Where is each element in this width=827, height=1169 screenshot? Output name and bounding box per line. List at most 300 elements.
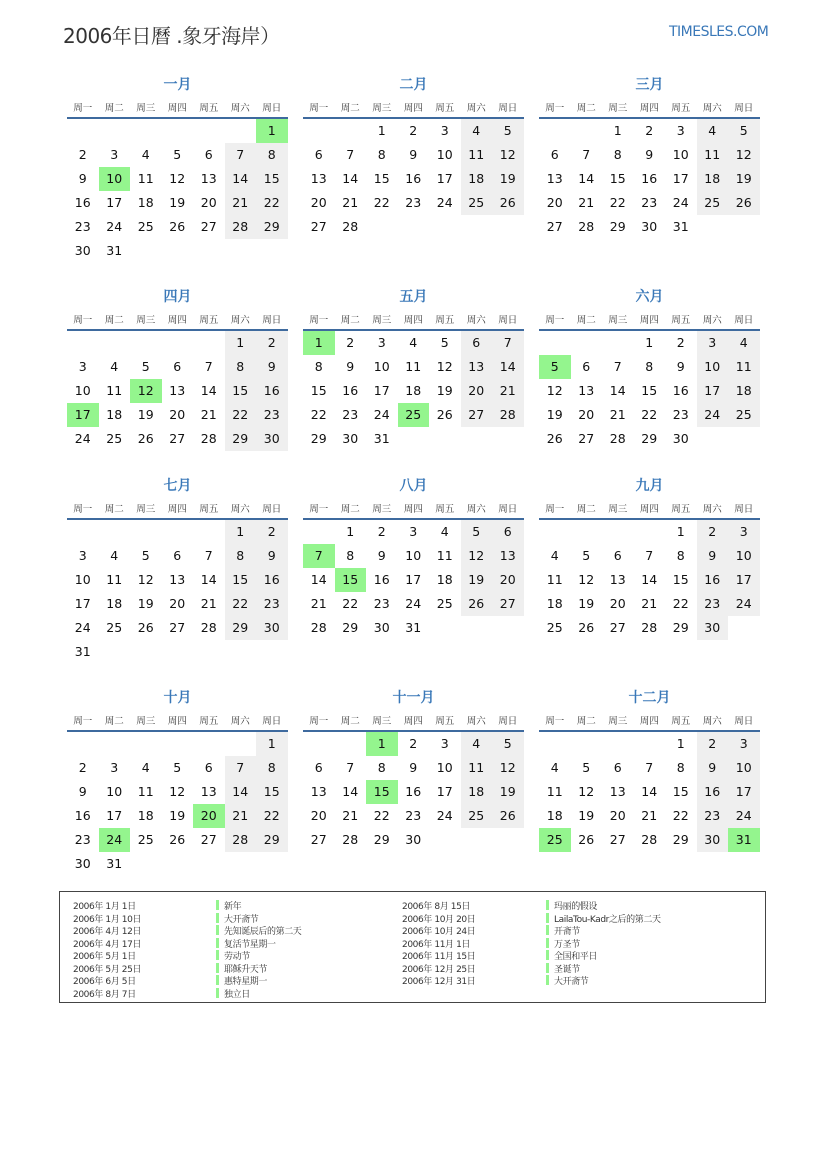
day-cell[interactable]: 19: [728, 167, 760, 191]
day-cell[interactable]: 2: [409, 736, 418, 751]
day-cell[interactable]: 9: [697, 544, 729, 568]
day-cell[interactable]: 20: [609, 808, 626, 823]
day-cell[interactable]: 23: [74, 832, 91, 847]
day-cell[interactable]: 22: [310, 407, 327, 422]
day-cell[interactable]: 18: [546, 596, 563, 611]
day-cell[interactable]: 6: [173, 548, 182, 563]
day-cell[interactable]: 2: [697, 732, 729, 756]
day-cell[interactable]: 28: [342, 219, 359, 234]
day-cell[interactable]: 7: [346, 760, 355, 775]
day-cell[interactable]: 20: [461, 379, 493, 403]
day-cell[interactable]: 31: [106, 856, 123, 871]
day-cell[interactable]: 1: [346, 524, 355, 539]
day-cell[interactable]: 8: [225, 544, 257, 568]
day-cell[interactable]: 26: [137, 620, 154, 635]
day-cell[interactable]: 2: [78, 760, 87, 775]
day-cell[interactable]: 18: [697, 167, 729, 191]
day-cell[interactable]: 9: [256, 544, 288, 568]
day-cell[interactable]: 7: [204, 548, 213, 563]
day-cell[interactable]: 24: [74, 431, 91, 446]
day-cell[interactable]: 7: [303, 544, 335, 568]
day-cell[interactable]: 31: [728, 828, 760, 852]
day-cell[interactable]: 25: [398, 403, 430, 427]
day-cell[interactable]: 13: [578, 383, 595, 398]
day-cell[interactable]: 15: [256, 167, 288, 191]
day-cell[interactable]: 20: [169, 407, 186, 422]
day-cell[interactable]: 30: [256, 427, 288, 451]
day-cell[interactable]: 22: [256, 191, 288, 215]
day-cell[interactable]: 8: [676, 760, 685, 775]
day-cell[interactable]: 26: [546, 431, 563, 446]
day-cell[interactable]: 3: [697, 331, 729, 355]
day-cell[interactable]: 11: [106, 383, 123, 398]
day-cell[interactable]: 1: [676, 524, 685, 539]
day-cell[interactable]: 22: [609, 195, 626, 210]
day-cell[interactable]: 30: [74, 243, 91, 258]
day-cell[interactable]: 17: [373, 383, 390, 398]
day-cell[interactable]: 23: [697, 592, 729, 616]
day-cell[interactable]: 9: [697, 756, 729, 780]
day-cell[interactable]: 21: [641, 808, 658, 823]
day-cell[interactable]: 3: [676, 123, 685, 138]
day-cell[interactable]: 15: [672, 572, 689, 587]
day-cell[interactable]: 5: [141, 548, 150, 563]
day-cell[interactable]: 29: [609, 219, 626, 234]
day-cell[interactable]: 1: [613, 123, 622, 138]
day-cell[interactable]: 4: [728, 331, 760, 355]
day-cell[interactable]: 7: [225, 143, 257, 167]
day-cell[interactable]: 9: [346, 359, 355, 374]
day-cell[interactable]: 23: [641, 195, 658, 210]
day-cell[interactable]: 13: [200, 784, 217, 799]
day-cell[interactable]: 24: [697, 403, 729, 427]
day-cell[interactable]: 30: [373, 620, 390, 635]
day-cell[interactable]: 20: [492, 568, 524, 592]
day-cell[interactable]: 11: [405, 359, 422, 374]
day-cell[interactable]: 23: [697, 804, 729, 828]
day-cell[interactable]: 21: [578, 195, 595, 210]
day-cell[interactable]: 26: [492, 191, 524, 215]
day-cell[interactable]: 25: [461, 191, 493, 215]
day-cell[interactable]: 11: [106, 572, 123, 587]
day-cell[interactable]: 12: [169, 784, 186, 799]
day-cell[interactable]: 7: [645, 548, 654, 563]
day-cell[interactable]: 26: [169, 219, 186, 234]
day-cell[interactable]: 11: [436, 548, 453, 563]
day-cell[interactable]: 4: [440, 524, 449, 539]
day-cell[interactable]: 4: [461, 732, 493, 756]
day-cell[interactable]: 9: [78, 784, 87, 799]
day-cell[interactable]: 5: [492, 119, 524, 143]
day-cell[interactable]: 30: [697, 828, 729, 852]
day-cell[interactable]: 28: [200, 620, 217, 635]
day-cell[interactable]: 17: [672, 171, 689, 186]
day-cell[interactable]: 16: [697, 780, 729, 804]
day-cell[interactable]: 21: [225, 804, 257, 828]
day-cell[interactable]: 6: [492, 520, 524, 544]
day-cell[interactable]: 15: [373, 171, 390, 186]
day-cell[interactable]: 8: [645, 359, 654, 374]
day-cell[interactable]: 2: [256, 520, 288, 544]
day-cell[interactable]: 6: [204, 760, 213, 775]
day-cell[interactable]: 24: [672, 195, 689, 210]
day-cell[interactable]: 24: [106, 219, 123, 234]
day-cell[interactable]: 9: [256, 355, 288, 379]
day-cell[interactable]: 10: [106, 784, 123, 799]
day-cell[interactable]: 24: [436, 808, 453, 823]
day-cell[interactable]: 20: [310, 808, 327, 823]
day-cell[interactable]: 11: [461, 143, 493, 167]
day-cell[interactable]: 27: [200, 219, 217, 234]
day-cell[interactable]: 19: [578, 808, 595, 823]
day-cell[interactable]: 15: [335, 568, 367, 592]
day-cell[interactable]: 27: [546, 219, 563, 234]
day-cell[interactable]: 8: [377, 760, 386, 775]
day-cell[interactable]: 8: [346, 548, 355, 563]
day-cell[interactable]: 27: [578, 431, 595, 446]
day-cell[interactable]: 23: [256, 592, 288, 616]
day-cell[interactable]: 3: [728, 732, 760, 756]
day-cell[interactable]: 10: [74, 383, 91, 398]
day-cell[interactable]: 28: [200, 431, 217, 446]
day-cell[interactable]: 11: [546, 784, 563, 799]
day-cell[interactable]: 27: [310, 219, 327, 234]
day-cell[interactable]: 6: [461, 331, 493, 355]
day-cell[interactable]: 20: [546, 195, 563, 210]
day-cell[interactable]: 13: [169, 383, 186, 398]
day-cell[interactable]: 22: [641, 407, 658, 422]
day-cell[interactable]: 2: [377, 524, 386, 539]
day-cell[interactable]: 19: [461, 568, 493, 592]
day-cell[interactable]: 13: [609, 572, 626, 587]
day-cell[interactable]: 13: [492, 544, 524, 568]
day-cell[interactable]: 16: [405, 784, 422, 799]
day-cell[interactable]: 24: [728, 804, 760, 828]
day-cell[interactable]: 18: [728, 379, 760, 403]
day-cell[interactable]: 7: [582, 147, 591, 162]
day-cell[interactable]: 28: [578, 219, 595, 234]
day-cell[interactable]: 10: [697, 355, 729, 379]
day-cell[interactable]: 29: [256, 215, 288, 239]
day-cell[interactable]: 16: [342, 383, 359, 398]
day-cell[interactable]: 6: [613, 548, 622, 563]
day-cell[interactable]: 15: [366, 780, 398, 804]
day-cell[interactable]: 13: [200, 171, 217, 186]
day-cell[interactable]: 14: [225, 167, 257, 191]
day-cell[interactable]: 12: [130, 379, 162, 403]
day-cell[interactable]: 23: [373, 596, 390, 611]
day-cell[interactable]: 10: [405, 548, 422, 563]
day-cell[interactable]: 16: [697, 568, 729, 592]
day-cell[interactable]: 13: [546, 171, 563, 186]
day-cell[interactable]: 27: [200, 832, 217, 847]
day-cell[interactable]: 22: [373, 808, 390, 823]
day-cell[interactable]: 17: [728, 568, 760, 592]
day-cell[interactable]: 21: [492, 379, 524, 403]
day-cell[interactable]: 14: [609, 383, 626, 398]
day-cell[interactable]: 25: [461, 804, 493, 828]
day-cell[interactable]: 10: [436, 760, 453, 775]
day-cell[interactable]: 8: [256, 143, 288, 167]
day-cell[interactable]: 18: [546, 808, 563, 823]
day-cell[interactable]: 24: [373, 407, 390, 422]
day-cell[interactable]: 4: [461, 119, 493, 143]
day-cell[interactable]: 15: [310, 383, 327, 398]
day-cell[interactable]: 8: [613, 147, 622, 162]
day-cell[interactable]: 3: [78, 359, 87, 374]
day-cell[interactable]: 29: [225, 427, 257, 451]
day-cell[interactable]: 24: [74, 620, 91, 635]
day-cell[interactable]: 14: [200, 383, 217, 398]
day-cell[interactable]: 3: [110, 147, 119, 162]
day-cell[interactable]: 23: [405, 195, 422, 210]
day-cell[interactable]: 28: [609, 431, 626, 446]
day-cell[interactable]: 2: [645, 123, 654, 138]
site-name[interactable]: TIMESLES.COM: [669, 24, 769, 40]
day-cell[interactable]: 27: [609, 620, 626, 635]
day-cell[interactable]: 29: [672, 620, 689, 635]
day-cell[interactable]: 6: [550, 147, 559, 162]
day-cell[interactable]: 15: [225, 379, 257, 403]
day-cell[interactable]: 26: [461, 592, 493, 616]
day-cell[interactable]: 1: [303, 331, 335, 355]
day-cell[interactable]: 18: [137, 195, 154, 210]
day-cell[interactable]: 6: [613, 760, 622, 775]
day-cell[interactable]: 25: [106, 431, 123, 446]
day-cell[interactable]: 14: [200, 572, 217, 587]
day-cell[interactable]: 4: [141, 147, 150, 162]
day-cell[interactable]: 18: [405, 383, 422, 398]
day-cell[interactable]: 14: [342, 171, 359, 186]
day-cell[interactable]: 22: [225, 403, 257, 427]
day-cell[interactable]: 2: [78, 147, 87, 162]
day-cell[interactable]: 28: [310, 620, 327, 635]
day-cell[interactable]: 4: [110, 359, 119, 374]
day-cell[interactable]: 1: [377, 123, 386, 138]
day-cell[interactable]: 9: [409, 147, 418, 162]
day-cell[interactable]: 14: [342, 784, 359, 799]
day-cell[interactable]: 26: [578, 620, 595, 635]
day-cell[interactable]: 6: [582, 359, 591, 374]
day-cell[interactable]: 16: [256, 379, 288, 403]
day-cell[interactable]: 21: [641, 596, 658, 611]
day-cell[interactable]: 5: [582, 760, 591, 775]
day-cell[interactable]: 7: [645, 760, 654, 775]
day-cell[interactable]: 11: [728, 355, 760, 379]
day-cell[interactable]: 1: [256, 732, 288, 756]
day-cell[interactable]: 21: [200, 596, 217, 611]
day-cell[interactable]: 10: [728, 756, 760, 780]
day-cell[interactable]: 9: [676, 359, 685, 374]
day-cell[interactable]: 8: [676, 548, 685, 563]
day-cell[interactable]: 10: [74, 572, 91, 587]
day-cell[interactable]: 24: [436, 195, 453, 210]
day-cell[interactable]: 1: [256, 119, 288, 143]
day-cell[interactable]: 11: [461, 756, 493, 780]
day-cell[interactable]: 15: [641, 383, 658, 398]
day-cell[interactable]: 21: [342, 195, 359, 210]
day-cell[interactable]: 26: [578, 832, 595, 847]
day-cell[interactable]: 17: [106, 195, 123, 210]
day-cell[interactable]: 13: [310, 784, 327, 799]
day-cell[interactable]: 19: [137, 407, 154, 422]
day-cell[interactable]: 5: [440, 335, 449, 350]
day-cell[interactable]: 23: [405, 808, 422, 823]
day-cell[interactable]: 25: [137, 832, 154, 847]
day-cell[interactable]: 19: [546, 407, 563, 422]
day-cell[interactable]: 10: [728, 544, 760, 568]
day-cell[interactable]: 26: [492, 804, 524, 828]
day-cell[interactable]: 17: [436, 784, 453, 799]
day-cell[interactable]: 30: [342, 431, 359, 446]
day-cell[interactable]: 26: [728, 191, 760, 215]
day-cell[interactable]: 5: [141, 359, 150, 374]
day-cell[interactable]: 12: [578, 572, 595, 587]
day-cell[interactable]: 25: [697, 191, 729, 215]
day-cell[interactable]: 29: [225, 616, 257, 640]
day-cell[interactable]: 21: [609, 407, 626, 422]
day-cell[interactable]: 18: [106, 596, 123, 611]
day-cell[interactable]: 26: [436, 407, 453, 422]
day-cell[interactable]: 19: [578, 596, 595, 611]
day-cell[interactable]: 27: [492, 592, 524, 616]
day-cell[interactable]: 15: [225, 568, 257, 592]
day-cell[interactable]: 12: [492, 143, 524, 167]
day-cell[interactable]: 28: [641, 620, 658, 635]
day-cell[interactable]: 14: [310, 572, 327, 587]
day-cell[interactable]: 30: [672, 431, 689, 446]
day-cell[interactable]: 8: [256, 756, 288, 780]
day-cell[interactable]: 31: [106, 243, 123, 258]
day-cell[interactable]: 31: [373, 431, 390, 446]
day-cell[interactable]: 23: [256, 403, 288, 427]
day-cell[interactable]: 7: [204, 359, 213, 374]
day-cell[interactable]: 13: [169, 572, 186, 587]
day-cell[interactable]: 4: [409, 335, 418, 350]
day-cell[interactable]: 17: [728, 780, 760, 804]
day-cell[interactable]: 17: [106, 808, 123, 823]
day-cell[interactable]: 21: [342, 808, 359, 823]
day-cell[interactable]: 27: [310, 832, 327, 847]
day-cell[interactable]: 14: [578, 171, 595, 186]
day-cell[interactable]: 7: [346, 147, 355, 162]
day-cell[interactable]: 20: [609, 596, 626, 611]
day-cell[interactable]: 1: [225, 331, 257, 355]
day-cell[interactable]: 19: [169, 808, 186, 823]
day-cell[interactable]: 17: [405, 572, 422, 587]
day-cell[interactable]: 4: [697, 119, 729, 143]
day-cell[interactable]: 1: [366, 732, 398, 756]
day-cell[interactable]: 19: [169, 195, 186, 210]
day-cell[interactable]: 9: [645, 147, 654, 162]
day-cell[interactable]: 1: [225, 520, 257, 544]
day-cell[interactable]: 13: [609, 784, 626, 799]
day-cell[interactable]: 29: [310, 431, 327, 446]
day-cell[interactable]: 23: [672, 407, 689, 422]
day-cell[interactable]: 16: [373, 572, 390, 587]
day-cell[interactable]: 24: [728, 592, 760, 616]
day-cell[interactable]: 3: [110, 760, 119, 775]
day-cell[interactable]: 14: [641, 784, 658, 799]
day-cell[interactable]: 8: [377, 147, 386, 162]
day-cell[interactable]: 10: [373, 359, 390, 374]
day-cell[interactable]: 17: [67, 403, 99, 427]
day-cell[interactable]: 4: [550, 760, 559, 775]
day-cell[interactable]: 27: [169, 431, 186, 446]
day-cell[interactable]: 2: [676, 335, 685, 350]
day-cell[interactable]: 15: [256, 780, 288, 804]
day-cell[interactable]: 26: [137, 431, 154, 446]
day-cell[interactable]: 16: [74, 808, 91, 823]
day-cell[interactable]: 29: [256, 828, 288, 852]
day-cell[interactable]: 4: [550, 548, 559, 563]
day-cell[interactable]: 10: [99, 167, 131, 191]
day-cell[interactable]: 3: [409, 524, 418, 539]
day-cell[interactable]: 9: [78, 171, 87, 186]
day-cell[interactable]: 23: [342, 407, 359, 422]
day-cell[interactable]: 3: [440, 123, 449, 138]
day-cell[interactable]: 18: [137, 808, 154, 823]
day-cell[interactable]: 22: [672, 808, 689, 823]
day-cell[interactable]: 20: [200, 195, 217, 210]
day-cell[interactable]: 5: [492, 732, 524, 756]
day-cell[interactable]: 22: [672, 596, 689, 611]
day-cell[interactable]: 12: [578, 784, 595, 799]
day-cell[interactable]: 17: [436, 171, 453, 186]
day-cell[interactable]: 30: [405, 832, 422, 847]
day-cell[interactable]: 8: [225, 355, 257, 379]
day-cell[interactable]: 9: [409, 760, 418, 775]
day-cell[interactable]: 12: [137, 572, 154, 587]
day-cell[interactable]: 11: [137, 171, 154, 186]
day-cell[interactable]: 2: [409, 123, 418, 138]
day-cell[interactable]: 25: [546, 620, 563, 635]
day-cell[interactable]: 12: [492, 756, 524, 780]
day-cell[interactable]: 5: [539, 355, 571, 379]
day-cell[interactable]: 4: [110, 548, 119, 563]
day-cell[interactable]: 13: [461, 355, 493, 379]
day-cell[interactable]: 19: [492, 167, 524, 191]
day-cell[interactable]: 12: [728, 143, 760, 167]
day-cell[interactable]: 20: [578, 407, 595, 422]
day-cell[interactable]: 28: [492, 403, 524, 427]
day-cell[interactable]: 3: [440, 736, 449, 751]
day-cell[interactable]: 2: [256, 331, 288, 355]
day-cell[interactable]: 25: [436, 596, 453, 611]
day-cell[interactable]: 10: [436, 147, 453, 162]
day-cell[interactable]: 17: [697, 379, 729, 403]
day-cell[interactable]: 12: [436, 359, 453, 374]
day-cell[interactable]: 1: [645, 335, 654, 350]
day-cell[interactable]: 21: [310, 596, 327, 611]
day-cell[interactable]: 6: [314, 147, 323, 162]
day-cell[interactable]: 17: [74, 596, 91, 611]
day-cell[interactable]: 20: [310, 195, 327, 210]
day-cell[interactable]: 9: [377, 548, 386, 563]
day-cell[interactable]: 31: [672, 219, 689, 234]
day-cell[interactable]: 11: [546, 572, 563, 587]
day-cell[interactable]: 3: [377, 335, 386, 350]
day-cell[interactable]: 5: [582, 548, 591, 563]
day-cell[interactable]: 21: [200, 407, 217, 422]
day-cell[interactable]: 25: [137, 219, 154, 234]
day-cell[interactable]: 11: [137, 784, 154, 799]
day-cell[interactable]: 19: [436, 383, 453, 398]
day-cell[interactable]: 18: [461, 167, 493, 191]
day-cell[interactable]: 7: [225, 756, 257, 780]
day-cell[interactable]: 30: [74, 856, 91, 871]
day-cell[interactable]: 10: [672, 147, 689, 162]
